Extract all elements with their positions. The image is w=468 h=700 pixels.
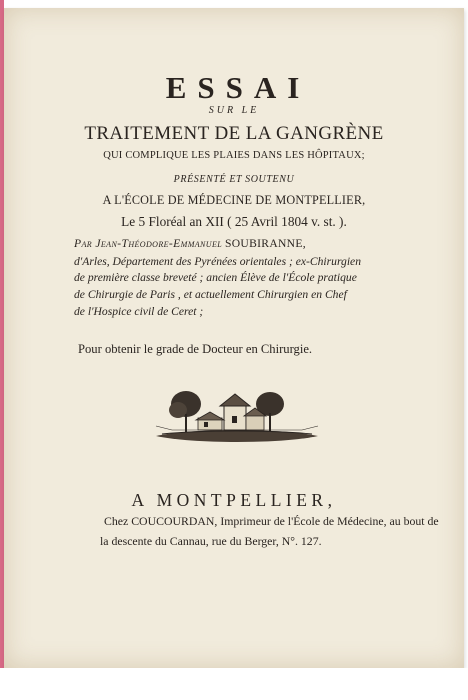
author-line-1 (74, 238, 306, 250)
title-page (4, 8, 464, 668)
author-line-3: de première classe breveté ; ancien Élève de l'École pratique (74, 271, 357, 284)
imprint-city: A MONTPELLIER, (131, 490, 337, 510)
author-surname: SOUBIRANNE (225, 237, 303, 250)
defense-date: Le 5 Floréal an XII ( 25 Avril 1804 v. st. ). (121, 214, 347, 229)
printer-vignette (152, 380, 322, 450)
degree-purpose: Pour obtenir le grade de Docteur en Chirurgie. (78, 342, 313, 356)
book-subtitle-continued: QUI COMPLIQUE LES PLAIES DANS LES HÔPITAUX; (103, 150, 365, 161)
background-margin (0, 668, 468, 700)
book-subtitle: TRAITEMENT DE LA GANGRÈNE (84, 123, 384, 144)
imprint-printer: Chez COUCOURDAN, Imprimeur de l'École de Médecine, au bout de (104, 514, 439, 528)
author-line-5: de l'Hospice civil de Ceret ; (74, 305, 204, 318)
author-comma: , (302, 237, 306, 250)
book-title: ESSAI (165, 70, 311, 105)
title-connector: SUR LE (208, 105, 260, 116)
author-line-2: d'Arles, Département des Pyrénées orientales ; ex-Chirurgien (74, 255, 361, 268)
author-prefix: Par Jean-Théodore-Emmanuel (74, 237, 223, 250)
imprint-address: la descente du Cannau, rue du Berger, N°. 127. (100, 534, 322, 548)
presented-line: PRÉSENTÉ ET SOUTENU (173, 174, 295, 185)
author-line-4: de Chirurgie de Paris , et actuellement Chirurgien en Chef (74, 288, 347, 301)
vignette-engraving (156, 391, 318, 442)
school-line: A L'ÉCOLE DE MÉDECINE DE MONTPELLIER, (102, 193, 366, 207)
